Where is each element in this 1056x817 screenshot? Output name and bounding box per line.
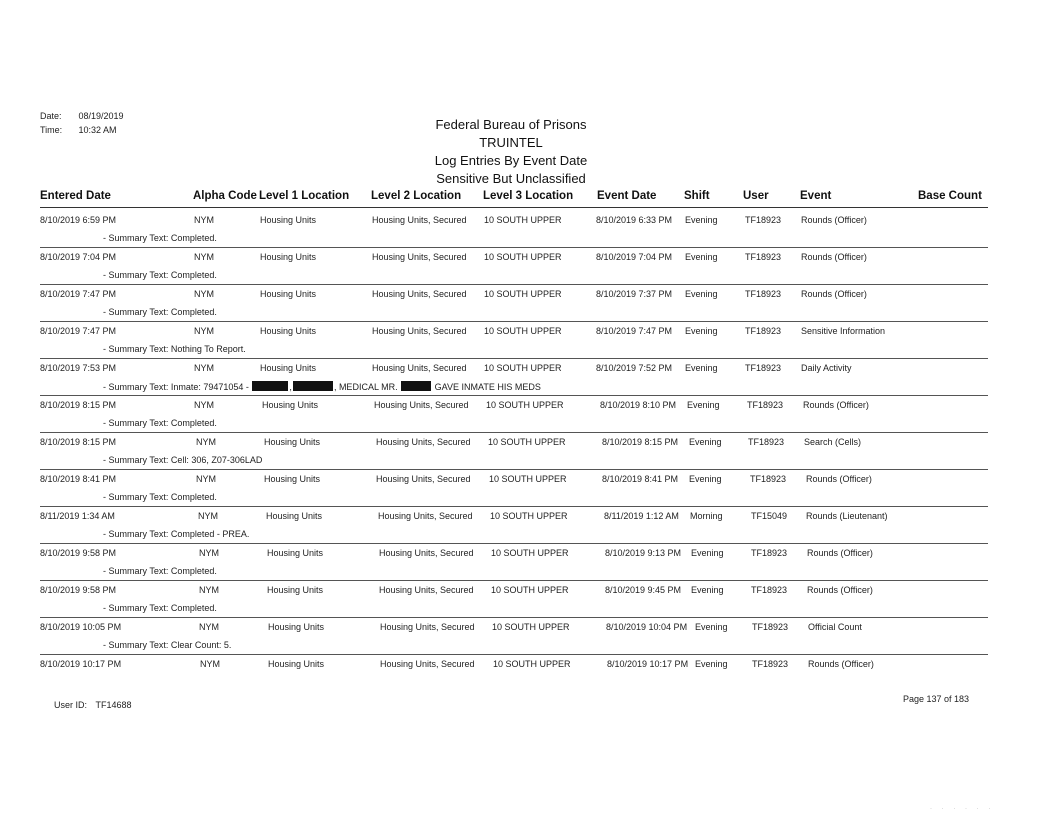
table-row — [0, 212, 1056, 249]
col-level3-location: Level 3 Location — [483, 190, 574, 202]
table-row — [0, 286, 1056, 323]
cell-event-date: 8/10/2019 7:37 PM — [596, 289, 673, 299]
cell-entered-date: 8/10/2019 8:15 PM — [40, 400, 117, 410]
cell-level2: Housing Units, Secured — [372, 326, 467, 336]
cell-event-date: 8/10/2019 8:15 PM — [602, 437, 679, 447]
summary-medical: , MEDICAL MR. — [333, 382, 398, 392]
summary-separator: , — [289, 382, 292, 392]
cell-event: Rounds (Officer) — [801, 215, 867, 225]
cell-level2: Housing Units, Secured — [380, 659, 475, 669]
cell-shift: Evening — [689, 437, 722, 447]
cell-shift: Evening — [691, 548, 724, 558]
cell-alpha-code: NYM — [198, 511, 218, 521]
cell-alpha-code: NYM — [199, 548, 219, 558]
row-divider — [40, 617, 988, 618]
cell-event-date: 8/10/2019 6:33 PM — [596, 215, 673, 225]
cell-alpha-code: NYM — [194, 363, 214, 373]
scan-artifact: · · · · · · — [930, 806, 995, 812]
table-row — [0, 360, 1056, 397]
time-label: Time: — [40, 125, 63, 135]
col-base-count: Base Count — [918, 190, 982, 202]
page-number: Page 137 of 183 — [903, 694, 970, 704]
cell-level2: Housing Units, Secured — [379, 585, 474, 595]
cell-event-date: 8/10/2019 10:17 PM — [607, 659, 689, 669]
cell-user: TF18923 — [745, 252, 782, 262]
cell-level3: 10 SOUTH UPPER — [488, 437, 566, 447]
cell-user: TF18923 — [745, 326, 782, 336]
table-row — [0, 545, 1056, 582]
table-row — [0, 619, 1056, 656]
cell-user: TF18923 — [750, 474, 787, 484]
cell-alpha-code: NYM — [196, 437, 216, 447]
cell-shift: Evening — [685, 363, 718, 373]
table-row — [0, 582, 1056, 619]
report-title — [380, 116, 642, 188]
report-date — [40, 111, 124, 121]
title-line-agency: Federal Bureau of Prisons — [435, 117, 587, 132]
date-value: 08/19/2019 — [78, 111, 124, 121]
summary-lead: - Summary Text: Inmate: 79471054 - — [103, 382, 249, 392]
cell-event-date: 8/10/2019 10:04 PM — [606, 622, 688, 632]
cell-event: Rounds (Officer) — [801, 289, 867, 299]
cell-event-date: 8/10/2019 9:45 PM — [605, 585, 682, 595]
row-divider — [40, 395, 988, 396]
cell-alpha-code: NYM — [199, 622, 219, 632]
table-row — [0, 323, 1056, 360]
cell-level2: Housing Units, Secured — [374, 400, 469, 410]
cell-level1: Housing Units — [262, 400, 319, 410]
time-value: 10:32 AM — [78, 125, 117, 135]
cell-level2: Housing Units, Secured — [372, 363, 467, 373]
row-divider — [40, 580, 988, 581]
summary-text: - Summary Text: Nothing To Report. — [103, 344, 246, 354]
cell-user: TF18923 — [747, 400, 784, 410]
cell-level1: Housing Units — [260, 215, 317, 225]
cell-level2: Housing Units, Secured — [372, 252, 467, 262]
summary-text-redacted — [103, 381, 541, 392]
cell-level2: Housing Units, Secured — [378, 511, 473, 521]
cell-event: Rounds (Officer) — [806, 474, 872, 484]
cell-shift: Evening — [695, 622, 728, 632]
date-label: Date: — [40, 111, 62, 121]
cell-level1: Housing Units — [266, 511, 323, 521]
cell-event: Rounds (Officer) — [807, 585, 873, 595]
col-alpha-code: Alpha Code — [193, 190, 257, 202]
cell-level1: Housing Units — [267, 585, 324, 595]
user-id-label: User ID: — [54, 700, 88, 710]
cell-shift: Evening — [695, 659, 728, 669]
cell-alpha-code: NYM — [196, 474, 216, 484]
cell-alpha-code: NYM — [200, 659, 220, 669]
cell-user: TF18923 — [745, 289, 782, 299]
cell-entered-date: 8/11/2019 1:34 AM — [40, 511, 115, 521]
row-divider — [40, 654, 988, 655]
cell-event-date: 8/10/2019 7:04 PM — [596, 252, 673, 262]
cell-entered-date: 8/10/2019 6:59 PM — [40, 215, 117, 225]
cell-level2: Housing Units, Secured — [372, 289, 467, 299]
cell-shift: Evening — [689, 474, 722, 484]
cell-entered-date: 8/10/2019 9:58 PM — [40, 548, 117, 558]
summary-text: - Summary Text: Completed. — [103, 307, 217, 317]
cell-event-date: 8/10/2019 9:13 PM — [605, 548, 682, 558]
cell-shift: Evening — [685, 252, 718, 262]
cell-entered-date: 8/10/2019 7:53 PM — [40, 363, 117, 373]
cell-entered-date: 8/10/2019 7:47 PM — [40, 326, 117, 336]
summary-text: - Summary Text: Completed. — [103, 233, 217, 243]
row-divider — [40, 284, 988, 285]
cell-level1: Housing Units — [264, 437, 321, 447]
cell-level3: 10 SOUTH UPPER — [484, 326, 562, 336]
cell-level1: Housing Units — [264, 474, 321, 484]
cell-alpha-code: NYM — [194, 215, 214, 225]
cell-event: Sensitive Information — [801, 326, 886, 336]
cell-alpha-code: NYM — [194, 252, 214, 262]
row-divider — [40, 469, 988, 470]
redaction-block — [252, 381, 288, 391]
cell-level3: 10 SOUTH UPPER — [489, 474, 567, 484]
cell-alpha-code: NYM — [199, 585, 219, 595]
col-user: User — [743, 190, 769, 202]
cell-level2: Housing Units, Secured — [376, 474, 471, 484]
col-event: Event — [800, 190, 832, 202]
title-line-classification: Sensitive But Unclassified — [436, 171, 586, 186]
cell-user: TF18923 — [752, 622, 789, 632]
col-level2-location: Level 2 Location — [371, 190, 462, 202]
cell-alpha-code: NYM — [194, 289, 214, 299]
table-row — [0, 508, 1056, 545]
cell-shift: Evening — [685, 289, 718, 299]
cell-event-date: 8/10/2019 7:52 PM — [596, 363, 673, 373]
cell-level1: Housing Units — [260, 289, 317, 299]
user-id-value: TF14688 — [95, 700, 132, 710]
cell-level3: 10 SOUTH UPPER — [493, 659, 571, 669]
title-line-report: Log Entries By Event Date — [434, 153, 588, 168]
summary-text: - Summary Text: Completed. — [103, 603, 217, 613]
cell-level2: Housing Units, Secured — [376, 437, 471, 447]
cell-level1: Housing Units — [267, 548, 324, 558]
table-row — [0, 434, 1056, 471]
report-time — [40, 125, 117, 135]
cell-level3: 10 SOUTH UPPER — [491, 585, 569, 595]
cell-shift: Evening — [691, 585, 724, 595]
cell-level3: 10 SOUTH UPPER — [492, 622, 570, 632]
cell-level2: Housing Units, Secured — [379, 548, 474, 558]
cell-entered-date: 8/10/2019 9:58 PM — [40, 585, 117, 595]
cell-event: Rounds (Officer) — [808, 659, 874, 669]
summary-text: - Summary Text: Completed. — [103, 270, 217, 280]
summary-text: - Summary Text: Cell: 306, Z07-306LAD — [103, 455, 263, 465]
row-divider — [40, 358, 988, 359]
summary-tail: GAVE INMATE HIS MEDS — [434, 382, 541, 392]
cell-alpha-code: NYM — [194, 326, 214, 336]
cell-shift: Evening — [685, 326, 718, 336]
footer-user-id — [54, 700, 132, 710]
cell-level3: 10 SOUTH UPPER — [484, 289, 562, 299]
summary-text: - Summary Text: Completed. — [103, 418, 217, 428]
summary-text: - Summary Text: Completed. — [103, 566, 217, 576]
cell-event: Rounds (Officer) — [801, 252, 867, 262]
cell-user: TF15049 — [751, 511, 788, 521]
cell-event-date: 8/10/2019 7:47 PM — [596, 326, 673, 336]
row-divider — [40, 506, 988, 507]
summary-text: - Summary Text: Completed. — [103, 492, 217, 502]
cell-entered-date: 8/10/2019 8:15 PM — [40, 437, 117, 447]
summary-text: - Summary Text: Completed - PREA. — [103, 529, 250, 539]
title-line-system: TRUINTEL — [479, 135, 543, 150]
cell-level1: Housing Units — [260, 326, 317, 336]
cell-user: TF18923 — [752, 659, 789, 669]
table-header — [0, 188, 1056, 208]
col-entered-date: Entered Date — [40, 190, 111, 202]
summary-text: - Summary Text: Clear Count: 5. — [103, 640, 232, 650]
col-event-date: Event Date — [597, 190, 657, 202]
redaction-block — [293, 381, 333, 391]
row-divider — [40, 247, 988, 248]
cell-user: TF18923 — [748, 437, 785, 447]
cell-entered-date: 8/10/2019 7:04 PM — [40, 252, 117, 262]
table-row — [0, 249, 1056, 286]
cell-user: TF18923 — [745, 215, 782, 225]
row-divider — [40, 321, 988, 322]
cell-shift: Evening — [685, 215, 718, 225]
cell-level1: Housing Units — [260, 252, 317, 262]
col-level1-location: Level 1 Location — [259, 190, 350, 202]
cell-entered-date: 8/10/2019 8:41 PM — [40, 474, 117, 484]
cell-level3: 10 SOUTH UPPER — [484, 252, 562, 262]
cell-event: Rounds (Officer) — [807, 548, 873, 558]
cell-entered-date: 8/10/2019 10:17 PM — [40, 659, 122, 669]
row-divider — [40, 432, 988, 433]
table-row — [0, 471, 1056, 508]
cell-level1: Housing Units — [268, 622, 325, 632]
cell-shift: Morning — [690, 511, 723, 521]
row-divider — [40, 543, 988, 544]
cell-level3: 10 SOUTH UPPER — [486, 400, 564, 410]
cell-level3: 10 SOUTH UPPER — [490, 511, 568, 521]
cell-event: Official Count — [808, 622, 862, 632]
cell-entered-date: 8/10/2019 7:47 PM — [40, 289, 117, 299]
cell-event-date: 8/11/2019 1:12 AM — [604, 511, 679, 521]
cell-level3: 10 SOUTH UPPER — [484, 215, 562, 225]
cell-level1: Housing Units — [268, 659, 325, 669]
cell-level3: 10 SOUTH UPPER — [484, 363, 562, 373]
cell-level2: Housing Units, Secured — [380, 622, 475, 632]
table-row — [0, 656, 1056, 693]
cell-entered-date: 8/10/2019 10:05 PM — [40, 622, 122, 632]
cell-event: Rounds (Lieutenant) — [806, 511, 888, 521]
cell-user: TF18923 — [745, 363, 782, 373]
header-rule — [40, 207, 988, 208]
cell-shift: Evening — [687, 400, 720, 410]
cell-event: Rounds (Officer) — [803, 400, 869, 410]
cell-event-date: 8/10/2019 8:10 PM — [600, 400, 677, 410]
table-row — [0, 397, 1056, 434]
cell-event: Daily Activity — [801, 363, 852, 373]
cell-event: Search (Cells) — [804, 437, 862, 447]
cell-user: TF18923 — [751, 548, 788, 558]
cell-level2: Housing Units, Secured — [372, 215, 467, 225]
cell-level1: Housing Units — [260, 363, 317, 373]
redaction-block — [401, 381, 431, 391]
cell-event-date: 8/10/2019 8:41 PM — [602, 474, 679, 484]
col-shift: Shift — [684, 190, 710, 202]
cell-level3: 10 SOUTH UPPER — [491, 548, 569, 558]
cell-alpha-code: NYM — [194, 400, 214, 410]
cell-user: TF18923 — [751, 585, 788, 595]
